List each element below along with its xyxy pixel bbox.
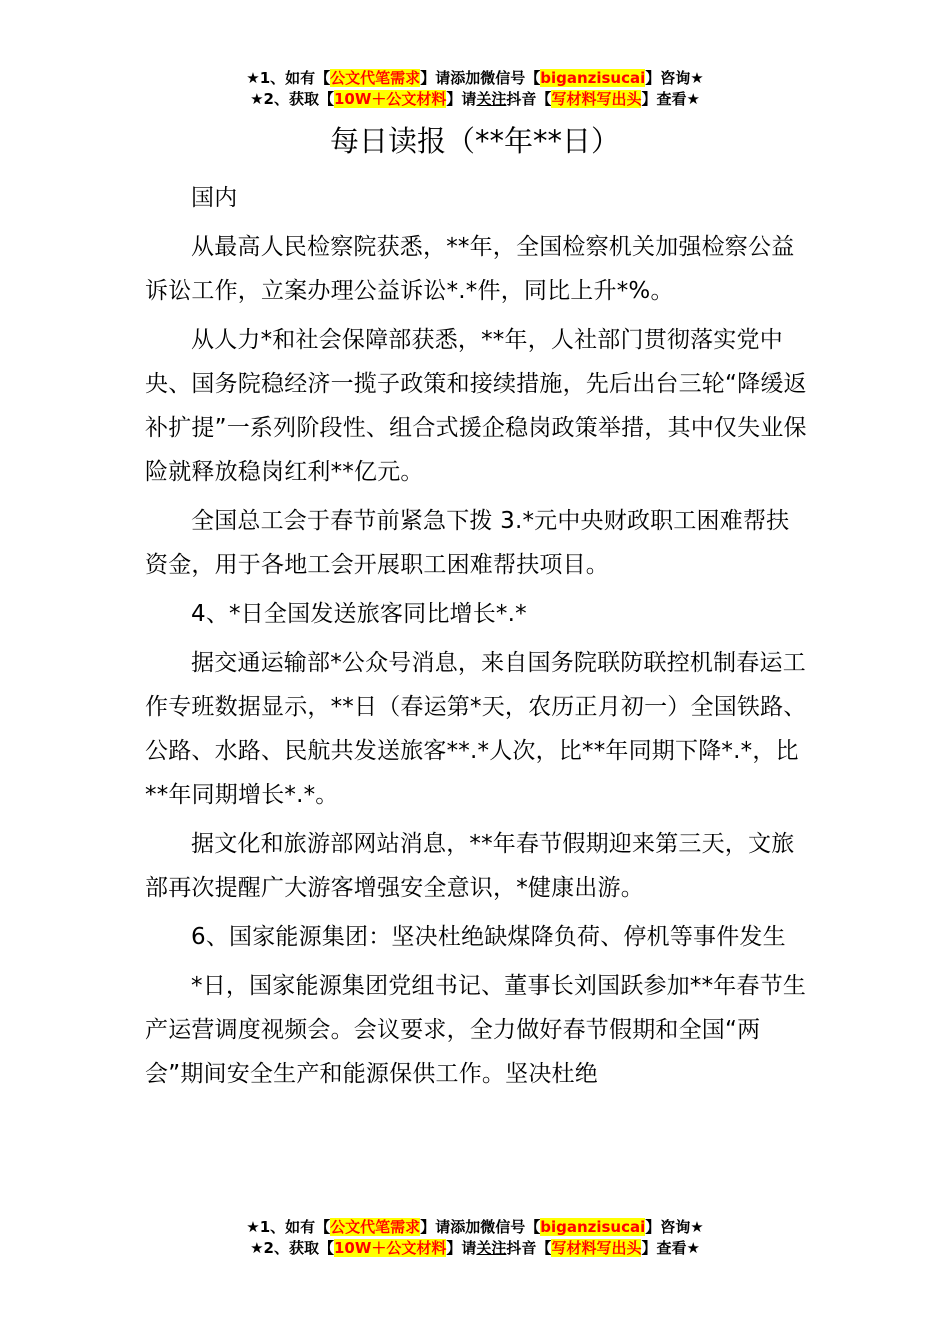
paragraph: 国内 [191, 185, 238, 211]
paragraph: 6、国家能源集团：坚决杜绝缺煤降负荷、停机等事件发生 [191, 924, 786, 950]
paragraph: 据文化和旅游部网站消息，**年春节假期迎来第三天，文旅部再次提醒广大游客增强安全意识，*健康出游。 [145, 831, 795, 901]
banner-text: 】咨询★ [645, 69, 704, 87]
banner-underline: 关注 [476, 1239, 507, 1257]
banner-text: 抖音【 [506, 1239, 552, 1257]
banner-text: 】请 [446, 1239, 477, 1257]
footer-banner [0, 1217, 950, 1259]
banner-line-2 [0, 89, 950, 110]
banner-text: 】请 [446, 90, 477, 108]
banner-text: ★1、如有【 [246, 1218, 331, 1236]
banner-text: 抖音【 [506, 90, 552, 108]
paragraph: 全国总工会于春节前紧急下拨 3.*元中央财政职工困难帮扶资金，用于各地工会开展职工困难帮扶项目。 [145, 508, 790, 578]
banner-text: 】请添加微信号【 [420, 69, 541, 87]
banner-text: 】查看★ [641, 1239, 700, 1257]
banner-highlight: 公文代笔需求 [330, 69, 421, 87]
banner-text: ★2、获取【 [250, 90, 334, 108]
banner-highlight: 写材料写出头 [551, 1239, 642, 1257]
paragraph: 据交通运输部*公众号消息，来自国务院联防联控机制春运工作专班数据显示，**日（春运第*天，农历正月初一）全国铁路、公路、水路、民航共发送旅客**.*人次，比**年同期下降*.*，比**年同期增长*.*。 [145, 650, 807, 808]
banner-underline: 关注 [476, 90, 507, 108]
paragraph: 从人力*和社会保障部获悉，**年，人社部门贯彻落实党中央、国务院稳经济一揽子政策和接续措施，先后出台三轮“降缓返补扩提”一系列阶段性、组合式援企稳岗政策举措，其中仅失业保险就释放稳岗红利**亿元。 [145, 327, 807, 485]
banner-line-2 [0, 1238, 950, 1259]
banner-line-1 [0, 68, 950, 89]
banner-highlight: biganzisucai [540, 69, 646, 87]
banner-highlight: 10W＋公文材料 [333, 90, 447, 108]
document-body [145, 176, 810, 1101]
banner-text: 】查看★ [641, 90, 700, 108]
document-title: 每日读报（**年**日） [329, 124, 620, 158]
paragraph: 4、*日全国发送旅客同比增长*.* [191, 601, 527, 627]
banner-text: 】请添加微信号【 [420, 1218, 541, 1236]
banner-line-1 [0, 1217, 950, 1238]
paragraph: *日，国家能源集团党组书记、董事长刘国跃参加**年春节生产运营调度视频会。会议要求，全力做好春节假期和全国“两会”期间安全生产和能源保供工作。坚决杜绝 [145, 973, 807, 1087]
header-banner [0, 68, 950, 110]
banner-highlight: 10W＋公文材料 [333, 1239, 447, 1257]
paragraph: 从最高人民检察院获悉，**年，全国检察机关加强检察公益诉讼工作，立案办理公益诉讼*.*件，同比上升*%。 [145, 234, 795, 304]
banner-highlight: 写材料写出头 [551, 90, 642, 108]
banner-highlight: 公文代笔需求 [330, 1218, 421, 1236]
banner-highlight: biganzisucai [540, 1218, 646, 1236]
banner-text: 】咨询★ [645, 1218, 704, 1236]
banner-text: ★2、获取【 [250, 1239, 334, 1257]
banner-text: ★1、如有【 [246, 69, 331, 87]
